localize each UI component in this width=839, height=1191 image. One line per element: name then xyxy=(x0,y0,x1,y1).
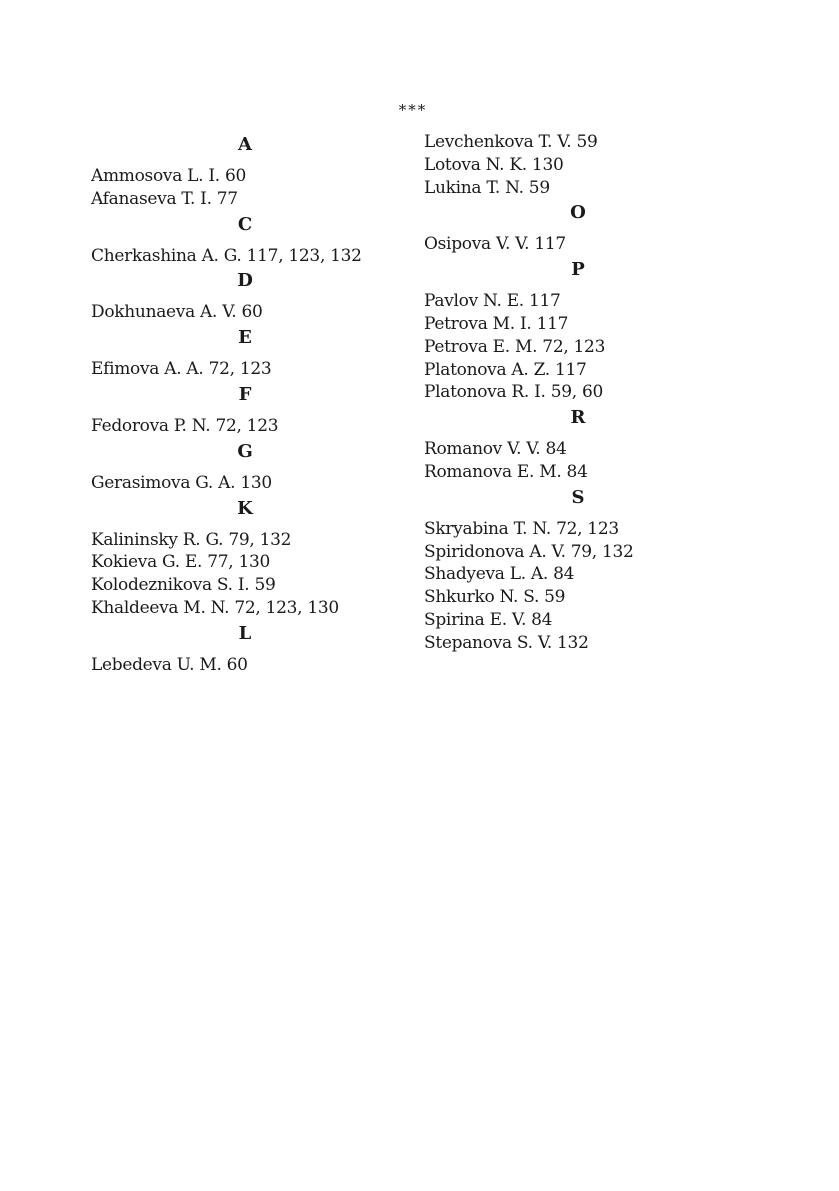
index-entry: Skryabina T. N. 72, 123 xyxy=(424,518,619,539)
index-entry: Kokieva G. E. 77, 130 xyxy=(91,552,271,573)
index-column-right xyxy=(424,131,732,655)
index-entry: Shkurko N. S. 59 xyxy=(424,587,566,608)
index-entry: Efimova A. A. 72, 123 xyxy=(91,359,272,380)
index-group xyxy=(91,211,399,268)
index-group xyxy=(91,131,399,211)
index-entry: Lebedeva U. M. 60 xyxy=(91,654,248,675)
index-group xyxy=(424,256,732,404)
index-entry: Platonova A. Z. 117 xyxy=(424,359,587,380)
index-letter-heading: S xyxy=(571,486,585,508)
index-entry: Kalininsky R. G. 79, 132 xyxy=(91,529,292,550)
index-entry: Dokhunaeva A. V. 60 xyxy=(91,302,263,323)
index-entry: Romanova E. M. 84 xyxy=(424,461,588,482)
index-group xyxy=(91,324,399,381)
index-entry: Spirina E. V. 84 xyxy=(424,609,553,630)
index-group xyxy=(424,199,732,256)
index-entry: Lotova N. K. 130 xyxy=(424,154,564,175)
index-letter-heading: D xyxy=(237,270,253,292)
index-letter-heading: P xyxy=(571,259,585,281)
index-group xyxy=(91,267,399,324)
index-entry: Kolodeznikova S. I. 59 xyxy=(91,575,276,596)
section-separator: *** xyxy=(398,101,428,119)
index-entry: Khaldeeva M. N. 72, 123, 130 xyxy=(91,597,339,618)
index-group xyxy=(91,620,399,677)
index-entry: Osipova V. V. 117 xyxy=(424,234,566,255)
index-entry: Cherkashina A. G. 117, 123, 132 xyxy=(91,245,362,266)
index-entry: Afanaseva T. I. 77 xyxy=(91,188,238,209)
index-letter-heading: E xyxy=(238,327,252,349)
index-letter-heading: G xyxy=(237,440,253,462)
index-entry: Petrova E. M. 72, 123 xyxy=(424,336,606,357)
index-group xyxy=(424,404,732,484)
index-entry: Petrova M. I. 117 xyxy=(424,313,569,334)
index-entry: Romanov V. V. 84 xyxy=(424,439,567,460)
index-entry: Fedorova P. N. 72, 123 xyxy=(91,415,279,436)
index-letter-heading: F xyxy=(238,383,252,405)
index-letter-heading: O xyxy=(570,202,586,224)
index-entry: Gerasimova G. A. 130 xyxy=(91,472,272,493)
index-entry: Spiridonova A. V. 79, 132 xyxy=(424,541,634,562)
index-column-left xyxy=(91,131,399,677)
index-entry: Shadyeva L. A. 84 xyxy=(424,564,575,585)
index-group-continued xyxy=(424,131,732,199)
index-letter-heading: C xyxy=(237,213,253,235)
index-entry: Platonova R. I. 59, 60 xyxy=(424,382,604,403)
index-group xyxy=(91,381,399,438)
index-letter-heading: L xyxy=(238,622,252,644)
index-group xyxy=(91,438,399,495)
index-group xyxy=(424,484,732,655)
index-letter-heading: R xyxy=(570,407,586,429)
index-group xyxy=(91,495,399,620)
index-entry: Levchenkova T. V. 59 xyxy=(424,132,598,152)
index-entry: Ammosova L. I. 60 xyxy=(91,166,247,186)
index-entry: Pavlov N. E. 117 xyxy=(424,291,561,312)
index-entry: Stepanova S. V. 132 xyxy=(424,632,589,653)
index-entry: Lukina T. N. 59 xyxy=(424,177,550,198)
index-letter-heading: A xyxy=(238,134,252,155)
index-letter-heading: K xyxy=(237,497,253,519)
